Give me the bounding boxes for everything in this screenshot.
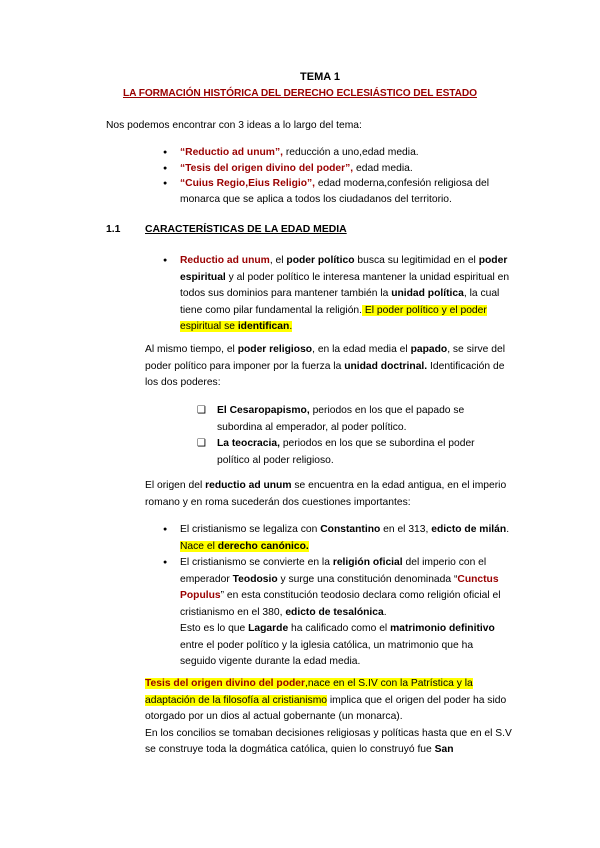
text-run: . [289, 321, 293, 332]
text-run: implica que el origen del poder ha sido otorgado por un dios al actual gobernante (un monarca). [145, 694, 507, 722]
highlight-canonico [180, 541, 309, 552]
text-run: Identificación de los dos poderes: [145, 360, 505, 388]
text-run: periodos en los que el papado se subordina al emperador, al poder político. [217, 405, 465, 433]
text-run: Al mismo tiempo, el [145, 344, 238, 355]
text-run: El cristianismo se legaliza con [180, 524, 321, 535]
text-run: El origen del [145, 480, 206, 491]
text-run: ha calificado como el [288, 623, 391, 634]
text-run: y surge una constitución denominada “ [277, 573, 458, 585]
checks-list [217, 403, 507, 469]
text-run: , el [269, 255, 287, 266]
text-run: ,nace en el S.IV con la Patrística y la adaptación de la filosofía al cristianismo [145, 678, 473, 706]
text-run: Nace el [180, 540, 218, 552]
idea-item [180, 176, 525, 207]
text-run: edicto de tesalónica [285, 606, 384, 618]
text-run: “Cuius Regio,Eius Religio”, [180, 178, 316, 189]
text-run: Teodosio [232, 573, 278, 585]
text-run: Tesis del origen divino del poder [145, 678, 306, 689]
text-run: derecho canónico. [217, 540, 309, 552]
text-run: En los concilios se tomaban decisiones religiosas y políticas hasta que en el S.V se construye toda la dogmática católica, quien lo construyó fue [145, 727, 512, 755]
text-run: en el 313, [380, 524, 432, 535]
text-run: . [506, 524, 510, 535]
text-run: reductio ad unum [205, 480, 292, 491]
bullets-roma [180, 522, 510, 671]
check-item [217, 403, 507, 436]
idea-item [180, 161, 525, 177]
page-subtitle: LA FORMACIÓN HISTÓRICA DEL DERECHO ECLESIÁSTICO DEL ESTADO [123, 88, 477, 99]
text-run: edicto de milán [431, 524, 507, 535]
paragraph-origen [145, 478, 515, 511]
text-run: papado [410, 344, 448, 355]
text-run: unidad política [391, 288, 464, 299]
section-title: CARACTERÍSTICAS DE LA EDAD MEDIA [145, 224, 347, 235]
text-run: periodos en los que se subordina el poder político al poder religioso. [217, 438, 475, 466]
text-run: busca su legitimidad en el [354, 255, 479, 266]
ideas-list [180, 145, 525, 207]
text-run: El poder político y el poder espiritual se [180, 304, 487, 332]
text-run: Cunctus Populus [180, 573, 499, 601]
text-run: unidad doctrinal. [344, 360, 428, 372]
text-run: identifican [237, 321, 290, 332]
text-run: edad media. [353, 162, 413, 174]
text-run: Lagarde [248, 623, 289, 634]
text-run: . [383, 606, 387, 618]
idea-item [180, 145, 525, 161]
text-run: El cristianismo se convierte en la [180, 557, 333, 568]
text-run: reducción a uno,edad media. [282, 147, 419, 158]
text-run: Reductio ad unum [180, 255, 270, 266]
text-run: se encuentra en la edad antigua, en el imperio romano y en roma sucederán dos cuestiones importantes: [145, 480, 507, 508]
text-run: Constantino [320, 524, 381, 535]
text-run: San [434, 744, 454, 755]
text-run: “Tesis del origen divino del poder”, [180, 162, 354, 174]
paragraph-tesis [145, 676, 515, 759]
text-run: La teocracia, [217, 438, 280, 449]
text-run: “Reductio ad unum”, [180, 147, 283, 158]
text-run: , en la edad media el [312, 344, 411, 355]
text-run: matrimonio definitivo [390, 623, 495, 634]
intro-text: Nos podemos encontrar con 3 ideas a lo largo del tema: [106, 120, 362, 131]
text-run: El Cesaropapismo, [217, 405, 310, 416]
section-number: 1.1 [106, 224, 121, 235]
bullet-item [180, 522, 510, 555]
text-run: , se sirve del poder político para imponer por la fuerza la [145, 344, 505, 372]
text-run: Esto es lo que [180, 623, 249, 634]
text-run: poder político [286, 255, 355, 266]
bullet-item [180, 555, 510, 671]
text-run: y al poder político le interesa mantener la unidad espiritual en todos sus dominios para mantener también la [180, 271, 510, 299]
text-run: , la cual tiene como pilar fundamental la religión. [180, 288, 500, 316]
text-run: poder espiritual [180, 255, 508, 283]
paragraph-poder-religioso [145, 342, 515, 392]
text-run: edad moderna,confesión religiosa del monarca que se aplica a todos los ciudadanos del territorio. [180, 178, 490, 205]
page-title: TEMA 1 [300, 71, 340, 83]
bullet-item [180, 253, 510, 336]
text-run: del imperio con el emperador [180, 557, 487, 585]
text-run: ” en esta constitución teodosio declara como religión oficial el cristianismo en el 380, [180, 590, 501, 618]
text-run: entre el poder político y la iglesia católica, un matrimonio que ha seguido vigente durante la edad media. [180, 639, 474, 667]
check-item [217, 436, 507, 469]
text-run: religión oficial [332, 557, 403, 568]
bullet-reductio [180, 253, 510, 336]
text-run: poder religioso [237, 344, 313, 355]
